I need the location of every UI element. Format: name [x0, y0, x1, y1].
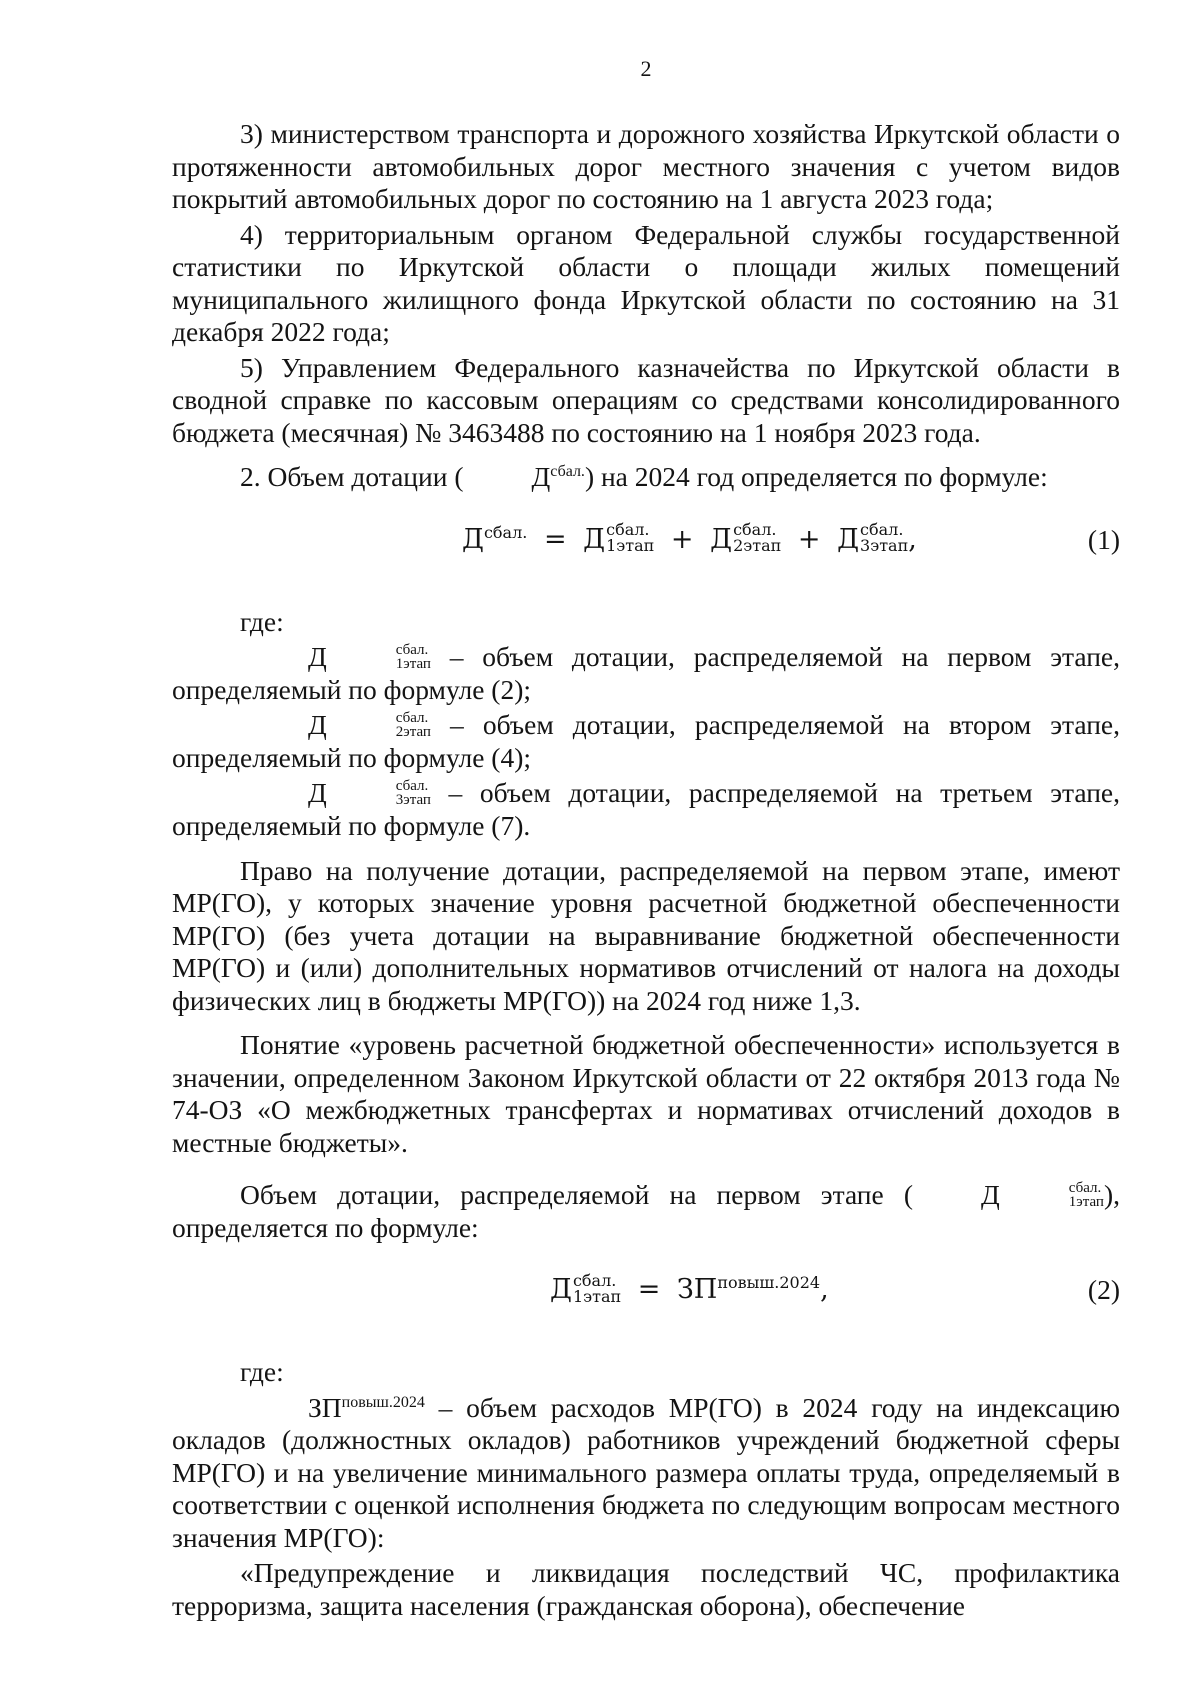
f2-zp — [677, 1274, 820, 1307]
def3-sub: 3этап — [395, 792, 431, 809]
def1-text: – объем дотации, распределяемой на первом этапе, определяемый по формуле (2); — [172, 641, 1120, 705]
paragraph-section-2 — [172, 461, 1120, 494]
section-2-text-pre: 2. Объем дотации ( — [240, 461, 464, 492]
f1-d-stage1 — [583, 520, 655, 557]
where-label-1: где: — [240, 605, 284, 637]
f1-d3-indices — [860, 522, 908, 554]
document-body — [172, 118, 1120, 1622]
paragraph-right-to-receive: Право на получение дотации, распределяемой на первом этапе, имеют МР(ГО), у которых значение уровня расчетной бюджетной обеспеченности МР(ГО) (без учета дотации на выравнивание бюджетной обеспеченности МР(ГО) и (или) дополнительных нормативов отчислений от налога на доходы физических лиц в бюджеты МР(ГО)) на 2024 год ниже 1,3. — [172, 854, 1120, 1016]
f1-d-total — [462, 524, 527, 557]
f1-d1-sub: 1этап — [606, 536, 655, 555]
formula-1-expression — [462, 520, 917, 557]
def-zp-sup: повыш.2024 — [341, 1393, 425, 1411]
volume-text-post: ), определяется по формуле: — [172, 1179, 1120, 1243]
def3-text: – объем дотации, распределяемой на третьем этапе, определяемый по формуле (7). — [172, 777, 1120, 842]
def-zp-symbol — [240, 1392, 425, 1425]
f1-plus-2: + — [797, 523, 821, 555]
volume-text-pre: Объем дотации, распределяемой на первом этапе ( — [240, 1179, 914, 1211]
f1-d-sup: сбал. — [483, 522, 528, 542]
def3-symbol — [240, 777, 431, 810]
f1-d-letter: Д — [462, 523, 484, 555]
page-number: 2 — [640, 56, 652, 81]
def2-indices — [328, 711, 431, 739]
f2-d-sup: сбал. — [572, 1270, 617, 1290]
paragraph-item-5: 5) Управлением Федерального казначейства по Иркутской области в сводной справке по кассовым операциям со средствами консолидированного бюджета (месячная) № 3463488 по состоянию на 1 ноября 2023 года. — [172, 351, 1120, 448]
volume-indices — [1001, 1181, 1104, 1209]
def2-d: Д — [308, 709, 327, 741]
f1-d2-sup: сбал. — [733, 520, 777, 539]
where-label-2: где: — [240, 1356, 284, 1388]
def2-symbol — [240, 709, 431, 742]
paragraph-item-4: 4) территориальным органом Федеральной службы государственной статистики по Иркутской области о площади жилых помещений муниципального жилищного фонда Иркутской области по состоянию на 31 декабря 2022 года; — [172, 218, 1120, 347]
formula-2-number: (2) — [1087, 1274, 1120, 1306]
def3-indices — [328, 779, 431, 807]
f1-plus-1: + — [670, 523, 694, 555]
def1-d: Д — [308, 641, 327, 672]
paragraph-volume-stage-1 — [172, 1179, 1120, 1244]
definition-stage-1 — [172, 641, 1120, 706]
f2-zp-sup: повыш.2024 — [717, 1273, 821, 1293]
definition-zp — [172, 1392, 1120, 1555]
f1-d2-letter: Д — [710, 523, 733, 555]
definition-stage-3 — [172, 777, 1120, 842]
def-zp-text: – объем расходов МР(ГО) в 2024 году на индексацию окладов (должностных окладов) работников учреждений бюджетной сферы МР(ГО) и на увеличение минимального размера оплаты труда, определяемый в соответствии с оценкой исполнения бюджета по следующим вопросам местного значения МР(ГО): — [172, 1391, 1120, 1553]
section-2-text-post: ) на 2024 год определяется по формуле: — [584, 461, 1048, 492]
volume-symbol — [913, 1179, 1104, 1212]
paragraph-concept: Понятие «уровень расчетной бюджетной обеспеченности» используется в значении, определенном Законом Иркутской области от 22 октября 2013 года № 74-ОЗ «О межбюджетных трансфертах и нормативах отчислений доходов в местные бюджеты». — [172, 1029, 1120, 1158]
f1-d-stage2 — [710, 520, 782, 557]
f1-d2-indices — [733, 522, 781, 554]
symbol-d-sbal — [464, 461, 585, 494]
def3-sup: сбал. — [395, 778, 429, 795]
formula-2 — [172, 1264, 1120, 1324]
document-page — [172, 0, 1120, 1697]
def-zp-letters: ЗП — [308, 1391, 342, 1423]
def3-d: Д — [308, 777, 327, 809]
f2-comma: , — [820, 1274, 829, 1306]
definition-stage-2 — [172, 709, 1120, 774]
def2-sup: сбал. — [395, 709, 429, 726]
symbol-sup-sbal: сбал. — [550, 462, 585, 480]
f1-d3-sub: 3этап — [860, 536, 909, 555]
f1-d3-letter: Д — [837, 523, 860, 555]
volume-sup: сбал. — [1068, 1179, 1102, 1196]
paragraph-item-3: 3) министерством транспорта и дорожного хозяйства Иркутской области о протяженности автомобильных дорог местного значения с учетом видов покрытий автомобильных дорог по состоянию на 1 августа 2023 года; — [172, 118, 1120, 214]
formula-1-number: (1) — [1087, 523, 1120, 555]
def1-sub: 1этап — [395, 655, 431, 672]
formula-1 — [172, 514, 1120, 574]
f1-comma: , — [908, 523, 917, 555]
f1-d1-letter: Д — [583, 523, 606, 555]
def2-text: – объем дотации, распределяемой на втором этапе, определяемый по формуле (4); — [172, 709, 1120, 773]
f1-d-stage3 — [837, 520, 909, 557]
f1-d2-sub: 2этап — [733, 536, 782, 555]
f2-d-stage1 — [550, 1270, 622, 1307]
f1-d1-sup: сбал. — [606, 520, 650, 539]
f2-d-indices — [572, 1270, 622, 1306]
f1-equals: = — [543, 523, 567, 555]
def2-sub: 2этап — [395, 723, 431, 740]
def1-indices — [328, 643, 431, 671]
f2-d-sub: 1этап — [572, 1286, 622, 1306]
f2-d-letter: Д — [550, 1274, 572, 1306]
f1-d1-indices — [606, 522, 654, 554]
def1-sup: сбал. — [395, 641, 429, 658]
volume-d: Д — [981, 1179, 1000, 1211]
def1-symbol — [240, 641, 431, 674]
paragraph-quote-start: «Предупреждение и ликвидация последствий ЧС, профилактика терроризма, защита населения (гражданская оборона), обеспечение — [172, 1557, 1120, 1621]
f2-zp-letters: ЗП — [676, 1274, 718, 1306]
symbol-d: Д — [531, 461, 551, 492]
formula-2-expression — [550, 1270, 829, 1307]
f2-equals: = — [637, 1274, 661, 1306]
volume-sub: 1этап — [1068, 1193, 1104, 1210]
f1-d3-sup: сбал. — [860, 520, 904, 539]
